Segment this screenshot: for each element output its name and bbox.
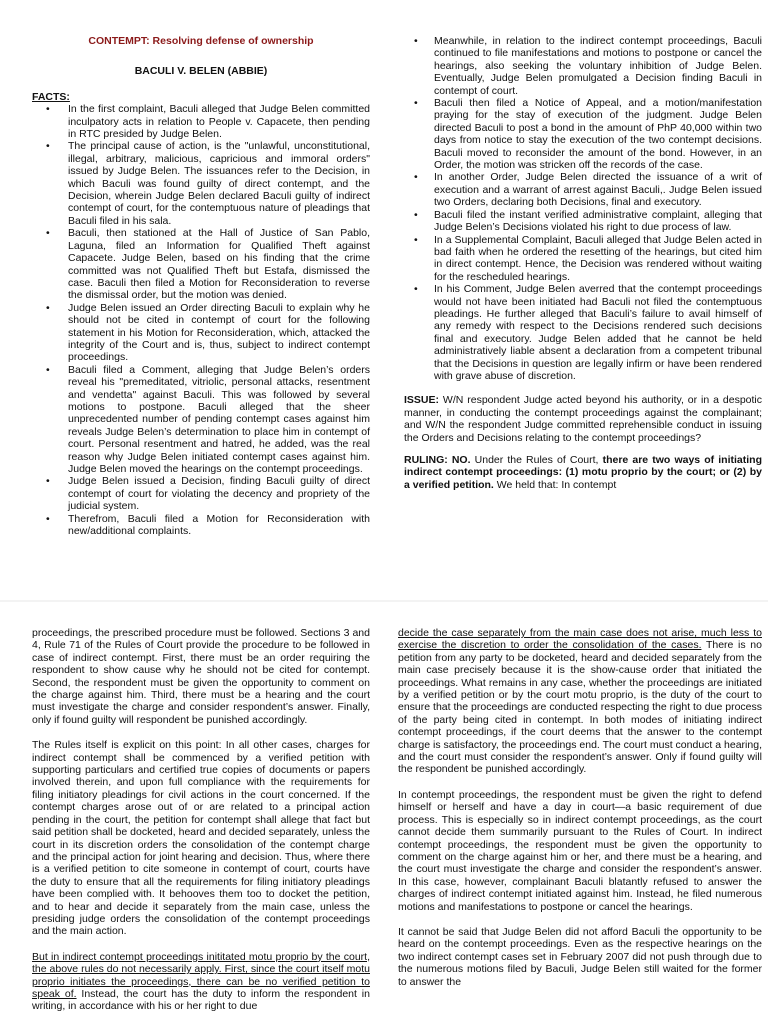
bullet-icon: • [46,475,50,488]
body-paragraph [32,951,370,1013]
bullet-icon: • [414,283,418,296]
body-paragraph: In contempt proceedings, the respondent must be given the right to defend himself or herself and have a day in court—a basic requirement of due process. This is especially so in indirect contempt proceedings, as the court cannot decide them summarily pursuant to the Rules of Court. In indirect contempt proceedings, the respondent must be given the opportunity to comment on the charge against him or her, and there must be a hearing, and the court must investigate the charge and consider the respondent’s answer. In this case, however, complainant Baculi blatantly refused to answer the charges of indirect contempt initiated against him. Instead, he filed numerous motions and manifestations to postpone or cancel the hearings. [398,788,762,913]
facts-list [32,103,370,537]
fact-item: • Judge Belen issued an Order directing Baculi to explain why he should not be cited in contempt of court for the following statement in his Motion for Reconsideration, which, attacked the integrity of the Court and is, thus, subject to indirect contempt proceedings. [46,301,370,364]
page2-left-column [32,627,370,1026]
body-paragraph: The Rules itself is explicit on this point: In all other cases, charges for indirect contempt shall be commenced by a verified petition with supporting particulars and certified true copies of documents or papers involved therein, and upon full compliance with the requirements for filing initiatory pleadings for civil actions in the court concerned. If the contempt charges arose out of or are related to a principal action pending in the court, the petition for contempt shall allege that fact but said petition shall be docketed, heard and decided separately, unless the court in its discretion orders the consolidation of the contempt charge and the principal action for joint hearing and decision. Thus, where there is a verified petition to cite someone in contempt of court, courts have the duty to ensure that all the requirements for filing initiatory pleadings have been complied with. It behooves them too to docket the petition, and to hear and decide it separately from the main case, unless the presiding judge orders the consolidation of the contempt proceedings and the main action. [32,739,370,938]
ruling-label: RULING: NO. [404,454,471,466]
bullet-icon: • [414,208,418,221]
page2-right-column [398,627,762,1001]
fact-item: • The principal cause of action, is the "unlawful, unconstitutional, illegal, arbitrary, malicious, capricious and immoral orders" issued by Judge Belen. The issuances refer to the Decision, in which Baculi was found guilty of direct contempt, and the Decision, wherein Judge Belen declared Baculi guilty of indirect contempt of court, for the contemptuous nature of pleadings that Baculi filed in his sala. [46,140,370,227]
page1-right-column [404,35,762,491]
page-break [0,600,768,602]
underlined-text: But in indirect contempt proceedings inititated motu proprio by the court, the above rules do not necessarily apply. First, since the court itself motu proprio initiates the proceedings, there can be no verified petition to speak of. [32,950,370,1000]
fact-item: • Baculi then filed a Notice of Appeal, and a motion/manifestation praying for the stay of execution of the judgment. Judge Belen directed Baculi to post a bond in the amount of PhP 40,000 within two days from notice to stay the execution of the two contempt decisions. Baculi moved to reconsider the amount of the bond. However, in an Order, the motion was stricken off the records of the case. [414,97,762,172]
bullet-icon: • [414,35,418,47]
ruling-text-a: Under the Rules of Court, [470,454,603,466]
fact-item: • Therefrom, Baculi filed a Motion for Reconsideration with new/additional complaints. [46,512,370,538]
facts-heading: FACTS: [32,90,70,103]
issue-text: W/N respondent Judge acted beyond his authority, or in a despotic manner, in conducting the contempt proceedings against the complainant; and W/N the respondent Judge committed reprehensible conduct in issuing the Orders and Decisions relating to the contempt proceedings? [404,394,762,444]
issue-paragraph [404,394,762,444]
doc-title: CONTEMPT: Resolving defense of ownership [88,35,314,47]
bullet-icon: • [414,97,418,110]
fact-item: • Baculi filed the instant verified administrative complaint, alleging that Judge Belen’s Decisions violated his right to due process of law. [414,208,762,234]
bullet-icon: • [46,301,50,314]
bullet-icon: • [46,140,50,153]
body-paragraph: proceedings, the prescribed procedure must be followed. Sections 3 and 4, Rule 71 of the Rules of Court provide the procedure to be followed in case of indirect contempt. First, there must be an order requiring the respondent to show cause why he should not be cited for contempt. Second, the respondent must be given the opportunity to comment on the charge against him. Third, there must be a hearing and the court must investigate the charge and consider respondent’s answer. Finally, only if found guilty will respondent be punished accordingly. [32,627,370,726]
ruling-text-bold: there are two ways of initiating indirect contempt proceedings: (1) motu proprio by the court; or (2) by a verified petition. [404,454,763,491]
ruling-paragraph [404,454,762,491]
facts-list-continued [404,35,762,382]
page1-left-column [32,35,370,537]
fact-item: • In another Order, Judge Belen directed the issuance of a writ of execution and a warrant of arrest against Baculi,. Judge Belen issued two Orders, declaring both Decisions, final and executory. [414,171,762,209]
bullet-icon: • [46,227,50,240]
bullet-icon: • [414,233,418,246]
body-paragraph: It cannot be said that Judge Belen did not afford Baculi the opportunity to be heard on the contempt proceedings. Even as the respective hearings on the two indirect contempt cases set in February 2007 did not push through due to the numerous motions filed by Baculi, Judge Belen still waited for the former to answer the [398,925,762,988]
fact-item: • Judge Belen issued a Decision, finding Baculi guilty of direct contempt of court for violating the decency and propriety of the judicial system. [46,475,370,513]
paragraph-text: Instead, the court has the duty to inform the respondent in writing, in accordance with his or her right to due [32,987,370,1013]
bullet-icon: • [46,363,50,376]
fact-item: • In the first complaint, Baculi alleged that Judge Belen committed inculpatory acts in relation to People v. Capacete, then pending in RTC presided by Judge Belen. [46,103,370,141]
issue-label: ISSUE: [404,394,440,407]
fact-item: • Baculi, then stationed at the Hall of Justice of San Pablo, Laguna, filed an Information for Qualified Theft against Capacete. Judge Belen, based on his finding that the crime committed was not Qualified Theft but Estafa, dismissed the case. Baculi then filed a Motion for Reconsideration to reverse the dismissal order, but the motion was denied. [46,227,370,302]
ruling-text-b: We held that: In contempt [493,478,617,491]
underlined-text: decide the case separately from the main case does not arise, much less to exercise the discretion to order the consolidation of the cases. [398,627,762,652]
fact-item: • Meanwhile, in relation to the indirect contempt proceedings, Baculi continued to file manifestations and motions to postpone or cancel the hearings, also seeking the voluntary inhibition of Judge Belen. Eventually, Judge Belen promulgated a Decision finding Baculi in contempt of court. [414,35,762,97]
fact-item: • In his Comment, Judge Belen averred that the contempt proceedings would not have been initiated had Baculi not filed the contemptuous pleadings. He further alleged that Baculi’s failure to avail himself of any remedy with respect to the Decisions rendered such decisions final and executory. Judge Belen added that he cannot be held administratively liable absent a declaration from a competent tribunal that the Decisions in question are legally infirm or have been rendered with grave abuse of discretion. [414,283,762,382]
bullet-icon: • [46,103,50,116]
bullet-icon: • [46,512,50,525]
body-paragraph [398,627,762,776]
bullet-icon: • [414,171,418,184]
paragraph-text: There is no petition from any party to be docketed, heard and decided separately from the main case precisely because it is the show-cause order that initiated the proceedings. What remains in any case, whether the proceedings are initiated by a verified petition or by the court motu proprio, is the duty of the court to ensure that the proceedings are conducted respecting the right to due process of the party being cited in contempt. In both modes of initiating indirect contempt proceedings, if the court deems that the answer to the contempt charge is satisfactory, the proceedings end. The court must conduct a hearing, and the court must consider the respondent’s answer. Only if found guilty will the respondent be punished accordingly. [398,639,762,776]
case-title: BACULI V. BELEN (ABBIE) [134,65,268,78]
fact-item: • Baculi filed a Comment, alleging that Judge Belen’s orders reveal his "premeditated, vitriolic, personal attacks, resentment and vendetta" against Baculi. This was followed by several motions to postpone. Baculi alleged that the sheer unprecedented number of pending contempt cases against him reveals Judge Belen’s determination to place him in contempt of court. Personal resentment and hatred, he added, was the real reason why Judge Belen initiated contempt cases against him. Judge Belen moved the hearings on the contempt proceedings. [46,363,370,475]
fact-item: • In a Supplemental Complaint, Baculi alleged that Judge Belen acted in bad faith when he ordered the resetting of the hearings, but cited him in direct contempt. Hence, the Decision was rendered without waiting for the rescheduled hearings. [414,233,762,283]
